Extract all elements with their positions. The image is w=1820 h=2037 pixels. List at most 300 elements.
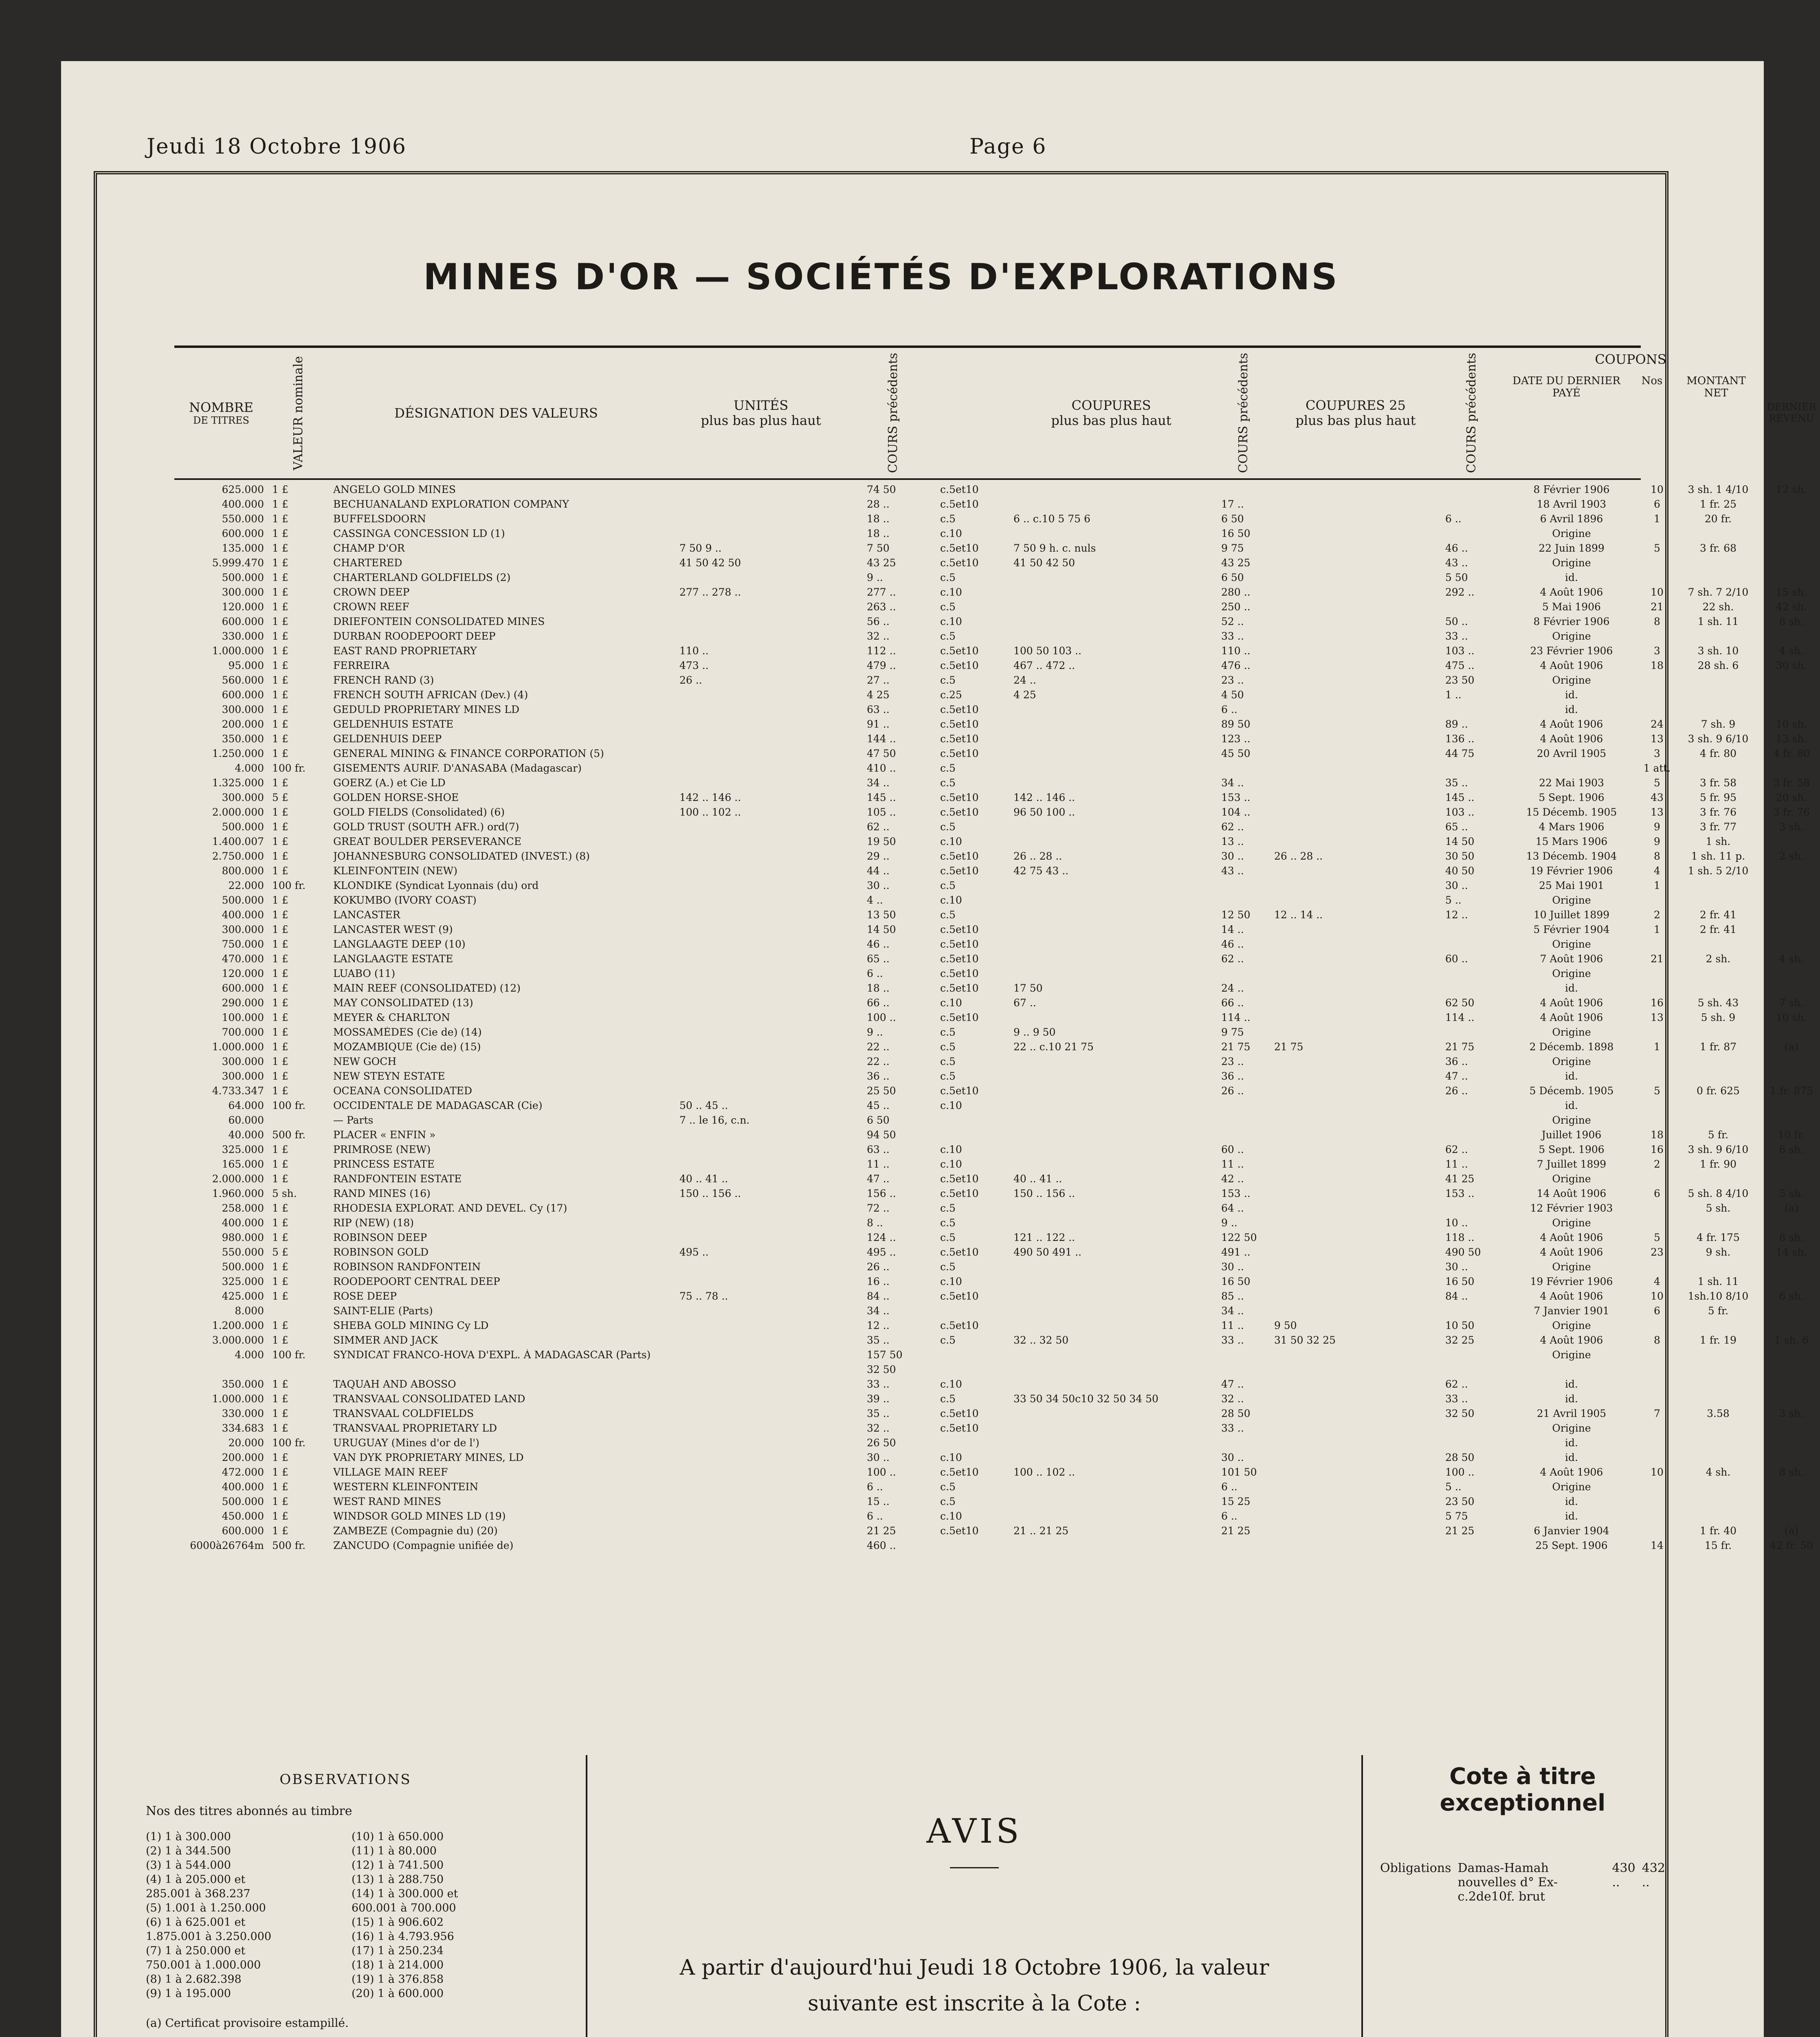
cell-dt: Origine bbox=[1552, 1349, 1591, 1361]
cell-t: c.5et10 bbox=[940, 807, 979, 818]
cell-d: ROODEPOORT CENTRAL DEEP bbox=[333, 1276, 500, 1287]
cell-cp2: 34 .. bbox=[1221, 777, 1244, 789]
cell-t: c.5 bbox=[940, 1393, 956, 1405]
cell-t: c.10 bbox=[940, 997, 962, 1009]
cell-n: 300.000 bbox=[222, 587, 264, 598]
header-coupons-label: COUPONS bbox=[1595, 352, 1666, 367]
cell-v: 1 £ bbox=[272, 968, 288, 979]
cell-no: 5 bbox=[1654, 1085, 1660, 1097]
cell-cp: 410 .. bbox=[867, 763, 896, 774]
cell-dt: Origine bbox=[1552, 1056, 1591, 1067]
header-dernier-revenu-label: DERNIER REVENU bbox=[1767, 401, 1816, 424]
cell-d: BUFFELSDOORN bbox=[333, 513, 426, 525]
cell-n: 600.000 bbox=[222, 983, 264, 994]
cell-cp: 495 .. bbox=[867, 1247, 896, 1258]
cell-rv: 7 sh. bbox=[1779, 997, 1804, 1009]
cell-no: 16 bbox=[1651, 997, 1664, 1009]
cell-dt: 4 Août 1906 bbox=[1540, 1467, 1603, 1478]
table-row bbox=[174, 1511, 1641, 1522]
cell-t: c.5 bbox=[940, 1071, 956, 1082]
table-row bbox=[174, 1452, 1641, 1463]
cell-rv: 8 sh. bbox=[1779, 1232, 1804, 1243]
cell-dt: 22 Mai 1903 bbox=[1539, 777, 1604, 789]
cell-n: 400.000 bbox=[222, 499, 264, 510]
observation-entry: 285.001 à 368.237 bbox=[146, 1887, 251, 1900]
cell-cp2: 64 .. bbox=[1221, 1203, 1244, 1214]
cell-n: 500.000 bbox=[222, 1496, 264, 1507]
table-row bbox=[174, 484, 1807, 495]
cell-t: c.5et10 bbox=[940, 939, 979, 950]
cell-n: 470.000 bbox=[222, 953, 264, 965]
cell-n: 600.000 bbox=[222, 689, 264, 701]
cell-n: 350.000 bbox=[222, 733, 264, 745]
cell-mn: 3 fr. 76 bbox=[1699, 807, 1736, 818]
cell-n: 625.000 bbox=[222, 484, 264, 495]
cell-cp2: 491 .. bbox=[1221, 1247, 1251, 1258]
cell-u: 473 .. bbox=[679, 660, 709, 671]
cell-v: 1 £ bbox=[272, 1423, 288, 1434]
table-row bbox=[174, 1437, 1641, 1449]
middle-section bbox=[97, 1722, 1665, 2037]
cell-dt: 15 Décemb. 1905 bbox=[1526, 807, 1617, 818]
cell-t: c.5 bbox=[940, 1481, 956, 1493]
cell-t: c.5et10 bbox=[940, 1188, 979, 1199]
cell-n: 1.200.000 bbox=[212, 1320, 264, 1331]
cell-v: 1 £ bbox=[272, 704, 288, 715]
cell-cp: 28 .. bbox=[867, 499, 890, 510]
table-row bbox=[174, 1071, 1641, 1082]
cell-d: CHAMP D'OR bbox=[333, 543, 405, 554]
cell-cp2: 62 .. bbox=[1221, 953, 1244, 965]
cell-v: 1 £ bbox=[272, 983, 288, 994]
cell-dt: 25 Mai 1901 bbox=[1539, 880, 1604, 891]
cell-n: 1.000.000 bbox=[212, 645, 264, 657]
cell-t: c.5et10 bbox=[940, 865, 979, 877]
table-row bbox=[174, 660, 1807, 671]
cell-dt: 4 Août 1906 bbox=[1540, 1335, 1603, 1346]
cell-t: c.5et10 bbox=[940, 557, 979, 569]
cell-cp: 7 50 bbox=[867, 543, 890, 554]
table-row bbox=[174, 1525, 1799, 1537]
cell-d: ROSE DEEP bbox=[333, 1291, 397, 1302]
cell-t: c.5 bbox=[940, 513, 956, 525]
cell-rv: 8 sh. bbox=[1779, 1467, 1804, 1478]
cell-t: c.5et10 bbox=[940, 484, 979, 495]
cell-n: 425.000 bbox=[222, 1291, 264, 1302]
cell-u: 150 .. 156 .. bbox=[679, 1188, 741, 1199]
cell-d: PRIMROSE (NEW) bbox=[333, 1144, 431, 1155]
cell-dt: Origine bbox=[1552, 1217, 1591, 1229]
cell-no: 5 bbox=[1654, 777, 1660, 789]
cell-cp2: 43 .. bbox=[1221, 865, 1244, 877]
cell-cp2: 32 .. bbox=[1221, 1393, 1244, 1405]
cell-t: c.5et10 bbox=[940, 660, 979, 671]
observation-entry: (13) 1 à 288.750 bbox=[352, 1873, 444, 1886]
cell-dt: id. bbox=[1565, 983, 1578, 994]
cell-d: FRENCH RAND (3) bbox=[333, 675, 434, 686]
cell-v: 100 fr. bbox=[272, 1100, 306, 1111]
cell-cu: 9 .. 9 50 bbox=[1013, 1027, 1056, 1038]
cell-cu25: 31 50 32 25 bbox=[1274, 1335, 1336, 1346]
table-row bbox=[174, 1012, 1807, 1023]
cell-v: 1 £ bbox=[272, 1173, 288, 1185]
cell-d: GOLD FIELDS (Consolidated) (6) bbox=[333, 807, 505, 818]
cell-dt: id. bbox=[1565, 1379, 1578, 1390]
cell-dt: id. bbox=[1565, 1496, 1578, 1507]
cell-t: c.5et10 bbox=[940, 1247, 979, 1258]
cell-dt: 12 Février 1903 bbox=[1530, 1203, 1613, 1214]
observations-grid bbox=[146, 1830, 545, 2000]
table-row bbox=[174, 777, 1810, 789]
cell-d: CROWN REEF bbox=[333, 601, 409, 613]
cell-t: c.5 bbox=[940, 572, 956, 583]
cell-rv: (a) bbox=[1784, 1525, 1799, 1537]
cell-mn: 4 fr. 80 bbox=[1699, 748, 1736, 759]
cell-dt: Origine bbox=[1552, 1423, 1591, 1434]
cell-no: 8 bbox=[1654, 616, 1660, 627]
cell-no: 16 bbox=[1651, 1144, 1664, 1155]
table-row bbox=[174, 587, 1807, 598]
cell-cp3: 21 75 bbox=[1445, 1041, 1475, 1053]
cell-mn: 3 sh. 1 4/10 bbox=[1688, 484, 1749, 495]
cell-t: c.5et10 bbox=[940, 1320, 979, 1331]
cell-v: 1 £ bbox=[272, 484, 288, 495]
cell-cp: 30 .. bbox=[867, 880, 890, 891]
cell-t: c.5 bbox=[940, 1041, 956, 1053]
cell-cp3: 36 .. bbox=[1445, 1056, 1468, 1067]
cell-cp: 45 .. bbox=[867, 1100, 890, 1111]
observation-entry: (10) 1 à 650.000 bbox=[352, 1830, 444, 1843]
cell-u: 50 .. 45 .. bbox=[679, 1100, 728, 1111]
cell-mn: 0 fr. 625 bbox=[1697, 1085, 1740, 1097]
header-nombre-label: NOMBRE bbox=[189, 399, 253, 415]
cell-t: c.5 bbox=[940, 1232, 956, 1243]
cell-t: c.5et10 bbox=[940, 719, 979, 730]
cell-v: 1 £ bbox=[272, 1085, 288, 1097]
cell-t: c.10 bbox=[940, 528, 962, 539]
cell-cp3: 84 .. bbox=[1445, 1291, 1468, 1302]
header-numero: Nos bbox=[1641, 374, 1663, 387]
cell-cu25: 21 75 bbox=[1274, 1041, 1303, 1053]
cell-t: c.10 bbox=[940, 895, 962, 906]
cell-n: 1.250.000 bbox=[212, 748, 264, 759]
cell-rv: 5 sh. bbox=[1779, 1188, 1804, 1199]
cell-cp3: 490 50 bbox=[1445, 1247, 1481, 1258]
cell-cp: 72 .. bbox=[867, 1203, 890, 1214]
table-row bbox=[174, 997, 1804, 1009]
header-valeur bbox=[268, 348, 329, 478]
cell-cp: 4 .. bbox=[867, 895, 883, 906]
cell-cp3: 5 75 bbox=[1445, 1511, 1468, 1522]
cell-v: 1 £ bbox=[272, 1335, 288, 1346]
header-cours-label-2: COURS précédents bbox=[1236, 353, 1251, 473]
cell-t: c.5et10 bbox=[940, 1173, 979, 1185]
cell-cu: 17 50 bbox=[1013, 983, 1043, 994]
cell-cp2: 13 .. bbox=[1221, 836, 1244, 847]
table-header bbox=[174, 345, 1816, 480]
header-cours-label-3: COURS précédents bbox=[1464, 353, 1479, 473]
cell-v: 1 £ bbox=[272, 660, 288, 671]
cell-v: 1 £ bbox=[272, 1481, 288, 1493]
cell-cp2: 85 .. bbox=[1221, 1291, 1244, 1302]
cell-cp3: 33 .. bbox=[1445, 1393, 1468, 1405]
table-row bbox=[174, 1379, 1641, 1390]
cell-cp3: 11 .. bbox=[1445, 1159, 1468, 1170]
cell-v: 500 fr. bbox=[272, 1129, 306, 1141]
cell-v: 1 £ bbox=[272, 1203, 288, 1214]
avis-text: A partir d'aujourd'hui Jeudi 18 Octobre 1906, la valeur suivante est inscrite à la Cote : bbox=[679, 1956, 1269, 2016]
header-designation bbox=[329, 348, 663, 478]
cell-cu: 100 .. 102 .. bbox=[1013, 1467, 1075, 1478]
cell-rv: 8 sh. bbox=[1779, 616, 1804, 627]
cell-n: 8.000 bbox=[235, 1305, 264, 1317]
cell-no: 1 bbox=[1654, 880, 1660, 891]
cell-dt: 22 Juin 1899 bbox=[1539, 543, 1605, 554]
cell-no: 1 bbox=[1654, 513, 1660, 525]
cell-t: c.10 bbox=[940, 1511, 962, 1522]
cell-dt: 7 Janvier 1901 bbox=[1534, 1305, 1609, 1317]
cell-n: 400.000 bbox=[222, 1481, 264, 1493]
cell-cp3: 44 75 bbox=[1445, 748, 1475, 759]
cell-n: 290.000 bbox=[222, 997, 264, 1009]
cell-cu: 490 50 491 .. bbox=[1013, 1247, 1081, 1258]
cell-cp3: 1 .. bbox=[1445, 689, 1462, 701]
cell-dt: 4 Août 1906 bbox=[1540, 1291, 1603, 1302]
cell-dt: 4 Août 1906 bbox=[1540, 1012, 1603, 1023]
cell-v: 1 £ bbox=[272, 1012, 288, 1023]
cell-n: 1.325.000 bbox=[212, 777, 264, 789]
cell-dt: 4 Août 1906 bbox=[1540, 719, 1603, 730]
cell-v: 1 £ bbox=[272, 1056, 288, 1067]
cell-v: 1 £ bbox=[272, 851, 288, 862]
cell-n: 40.000 bbox=[228, 1129, 264, 1141]
cell-mn: 15 fr. bbox=[1704, 1540, 1732, 1551]
cell-cp3: 62 .. bbox=[1445, 1379, 1468, 1390]
cell-dt: 7 Juillet 1899 bbox=[1536, 1159, 1607, 1170]
header-valeur-label: VALEUR nominale bbox=[291, 356, 306, 471]
cell-cp: 33 .. bbox=[867, 1379, 890, 1390]
cell-dt: id. bbox=[1565, 689, 1578, 701]
cell-d: ZANCUDO (Compagnie unifiée de) bbox=[333, 1540, 514, 1551]
cell-cp2: 12 50 bbox=[1221, 909, 1251, 921]
cell-cp2: 28 50 bbox=[1221, 1408, 1251, 1419]
cell-d: DRIEFONTEIN CONSOLIDATED MINES bbox=[333, 616, 545, 627]
cell-cp: 39 .. bbox=[867, 1393, 890, 1405]
cell-cp: 9 .. bbox=[867, 1027, 883, 1038]
cell-v: 1 £ bbox=[272, 1408, 288, 1419]
cell-dt: 19 Février 1906 bbox=[1530, 865, 1613, 877]
cell-cp: 263 .. bbox=[867, 601, 896, 613]
cell-d: GREAT BOULDER PERSEVERANCE bbox=[333, 836, 522, 847]
cell-dt: 18 Avril 1903 bbox=[1536, 499, 1607, 510]
cell-d: GOERZ (A.) et Cie LD bbox=[333, 777, 446, 789]
cell-t: c.10 bbox=[940, 1276, 962, 1287]
cell-d: DURBAN ROODEPOORT DEEP bbox=[333, 631, 496, 642]
cell-no: 4 bbox=[1654, 865, 1660, 877]
cell-mn: 1 fr. 40 bbox=[1699, 1525, 1736, 1537]
cell-n: 500.000 bbox=[222, 821, 264, 833]
cell-v: 1 £ bbox=[272, 909, 288, 921]
cell-d: KOKUMBO (IVORY COAST) bbox=[333, 895, 477, 906]
cell-t: c.5et10 bbox=[940, 924, 979, 935]
cell-n: 300.000 bbox=[222, 792, 264, 803]
cell-d: WESTERN KLEINFONTEIN bbox=[333, 1481, 479, 1493]
cell-cp2: 4 50 bbox=[1221, 689, 1244, 701]
cell-v: 1 £ bbox=[272, 1041, 288, 1053]
cell-cp3: 65 .. bbox=[1445, 821, 1468, 833]
cell-cp: 65 .. bbox=[867, 953, 890, 965]
cell-n: 980.000 bbox=[222, 1232, 264, 1243]
cell-cp3: 26 .. bbox=[1445, 1085, 1468, 1097]
cell-rv: (a) bbox=[1784, 1041, 1799, 1053]
cell-mn: 1 sh. 5 2/10 bbox=[1688, 865, 1749, 877]
cell-cp3: 35 .. bbox=[1445, 777, 1468, 789]
cell-n: 330.000 bbox=[222, 631, 264, 642]
observation-entry: (18) 1 à 214.000 bbox=[352, 1959, 444, 1971]
cell-cp: 145 .. bbox=[867, 792, 896, 803]
cell-t: c.5 bbox=[940, 909, 956, 921]
cell-cp2: 16 50 bbox=[1221, 528, 1251, 539]
cell-cp: 32 50 bbox=[867, 1364, 896, 1375]
cell-dt: 6 Avril 1896 bbox=[1540, 513, 1603, 525]
cell-cp: 100 .. bbox=[867, 1012, 896, 1023]
cell-mn: 5 sh. 8 4/10 bbox=[1688, 1188, 1749, 1199]
cell-no: 7 bbox=[1654, 1408, 1660, 1419]
cell-cp: 27 .. bbox=[867, 675, 890, 686]
header-cours-precedents-3 bbox=[1441, 348, 1502, 478]
cell-n: 1.960.000 bbox=[212, 1188, 264, 1199]
cell-n: 300.000 bbox=[222, 704, 264, 715]
cell-cp: 18 .. bbox=[867, 513, 890, 525]
cell-cu: 4 25 bbox=[1013, 689, 1036, 701]
cell-cp3: 292 .. bbox=[1445, 587, 1475, 598]
cell-dt: Origine bbox=[1552, 1261, 1591, 1273]
cell-cp: 460 .. bbox=[867, 1540, 896, 1551]
cell-cu: 467 .. 472 .. bbox=[1013, 660, 1075, 671]
header-page-number: Page 6 bbox=[969, 134, 1047, 159]
cell-dt: id. bbox=[1565, 1437, 1578, 1449]
cell-mn: 7 sh. 7 2/10 bbox=[1688, 587, 1749, 598]
cell-v: 1 £ bbox=[272, 1320, 288, 1331]
cell-mn: 3 fr. 77 bbox=[1699, 821, 1736, 833]
cell-dt: 10 Juillet 1899 bbox=[1533, 909, 1610, 921]
cell-t: c.5 bbox=[940, 1261, 956, 1273]
cell-dt: Origine bbox=[1552, 939, 1591, 950]
cell-d: RANDFONTEIN ESTATE bbox=[333, 1173, 462, 1185]
cell-n: 4.000 bbox=[235, 1349, 264, 1361]
cell-d: KLONDIKE (Syndicat Lyonnais (du) ord bbox=[333, 880, 539, 891]
cell-v: 5 £ bbox=[272, 792, 288, 803]
cell-cp: 84 .. bbox=[867, 1291, 890, 1302]
cell-v: 1 £ bbox=[272, 689, 288, 701]
cell-v: 1 £ bbox=[272, 572, 288, 583]
table-row bbox=[174, 689, 1641, 701]
cell-dt: 8 Février 1906 bbox=[1533, 616, 1610, 627]
avis-title: AVIS bbox=[926, 1812, 1022, 1851]
table-row bbox=[174, 821, 1804, 833]
cell-u: 277 .. 278 .. bbox=[679, 587, 741, 598]
table-row bbox=[174, 1232, 1804, 1243]
cell-cp2: 23 .. bbox=[1221, 675, 1244, 686]
cell-no: 21 bbox=[1651, 601, 1664, 613]
cell-v: 1 £ bbox=[272, 1144, 288, 1155]
table-row bbox=[174, 1291, 1804, 1302]
cell-t: c.5et10 bbox=[940, 953, 979, 965]
cell-n: 600.000 bbox=[222, 616, 264, 627]
table-row bbox=[174, 719, 1807, 730]
cell-t: c.5et10 bbox=[940, 543, 979, 554]
cell-rv: 4 sh. bbox=[1779, 645, 1804, 657]
cell-d: GISEMENTS AURIF. D'ANASABA (Madagascar) bbox=[333, 763, 582, 774]
cell-cp: 63 .. bbox=[867, 704, 890, 715]
table-row bbox=[174, 1335, 1809, 1346]
cell-n: 550.000 bbox=[222, 513, 264, 525]
table-row bbox=[174, 968, 1641, 979]
cell-v: 1 £ bbox=[272, 1159, 288, 1170]
cell-cp3: 30 50 bbox=[1445, 851, 1475, 862]
cell-cp3: 118 .. bbox=[1445, 1232, 1475, 1243]
cell-cp2: 47 .. bbox=[1221, 1379, 1244, 1390]
cell-d: CASSINGA CONCESSION LD (1) bbox=[333, 528, 505, 539]
table-row bbox=[174, 499, 1736, 510]
avis-box bbox=[586, 1755, 1363, 2037]
cell-mn: 3 sh. 9 6/10 bbox=[1688, 1144, 1749, 1155]
cell-cp3: 46 .. bbox=[1445, 543, 1468, 554]
observation-entry: (2) 1 à 344.500 bbox=[146, 1845, 231, 1857]
cell-t: c.5et10 bbox=[940, 1291, 979, 1302]
cell-t: c.5et10 bbox=[940, 704, 979, 715]
cell-n: 3.000.000 bbox=[212, 1335, 264, 1346]
cell-cp3: 30 .. bbox=[1445, 1261, 1468, 1273]
cell-cu: 142 .. 146 .. bbox=[1013, 792, 1075, 803]
cell-n: 472.000 bbox=[222, 1467, 264, 1478]
cell-mn: 1 fr. 87 bbox=[1699, 1041, 1736, 1053]
cell-d: GELDENHUIS ESTATE bbox=[333, 719, 454, 730]
cell-t: c.5et10 bbox=[940, 1525, 979, 1537]
cell-v: 100 fr. bbox=[272, 1349, 306, 1361]
cell-t: c.5 bbox=[940, 763, 956, 774]
header-de-titres: DE TITRES bbox=[193, 414, 249, 426]
cell-d: ROBINSON RANDFONTEIN bbox=[333, 1261, 481, 1273]
table-row bbox=[174, 1041, 1799, 1053]
cell-d: LANCASTER WEST (9) bbox=[333, 924, 453, 935]
cell-v: 1 £ bbox=[272, 528, 288, 539]
header-cours-precedents bbox=[859, 348, 928, 478]
cell-v: 1 £ bbox=[272, 895, 288, 906]
header-coupures25-label: COUPURES 25 bbox=[1306, 398, 1406, 414]
cell-cp2: 34 .. bbox=[1221, 1305, 1244, 1317]
cell-cp: 9 .. bbox=[867, 572, 883, 583]
cell-t: c.5 bbox=[940, 631, 956, 642]
cell-cp2: 15 25 bbox=[1221, 1496, 1251, 1507]
cell-cp3: 50 .. bbox=[1445, 616, 1468, 627]
cell-cp: 30 .. bbox=[867, 1452, 890, 1463]
cell-rv: 3 sh. bbox=[1779, 1408, 1804, 1419]
observation-entry: 600.001 à 700.000 bbox=[352, 1902, 456, 1914]
cell-u: 110 .. bbox=[679, 645, 709, 657]
cell-cp: 62 .. bbox=[867, 821, 890, 833]
cell-n: 135.000 bbox=[222, 543, 264, 554]
cell-n: 700.000 bbox=[222, 1027, 264, 1038]
cell-dt: 5 Mai 1906 bbox=[1542, 601, 1601, 613]
cell-v: 1 £ bbox=[272, 836, 288, 847]
cell-cp: 46 .. bbox=[867, 939, 890, 950]
cell-dt: Origine bbox=[1552, 968, 1591, 979]
table-row bbox=[174, 865, 1749, 877]
cell-n: 560.000 bbox=[222, 675, 264, 686]
cell-mn: 1 fr. 25 bbox=[1699, 499, 1736, 510]
cell-n: 600.000 bbox=[222, 528, 264, 539]
